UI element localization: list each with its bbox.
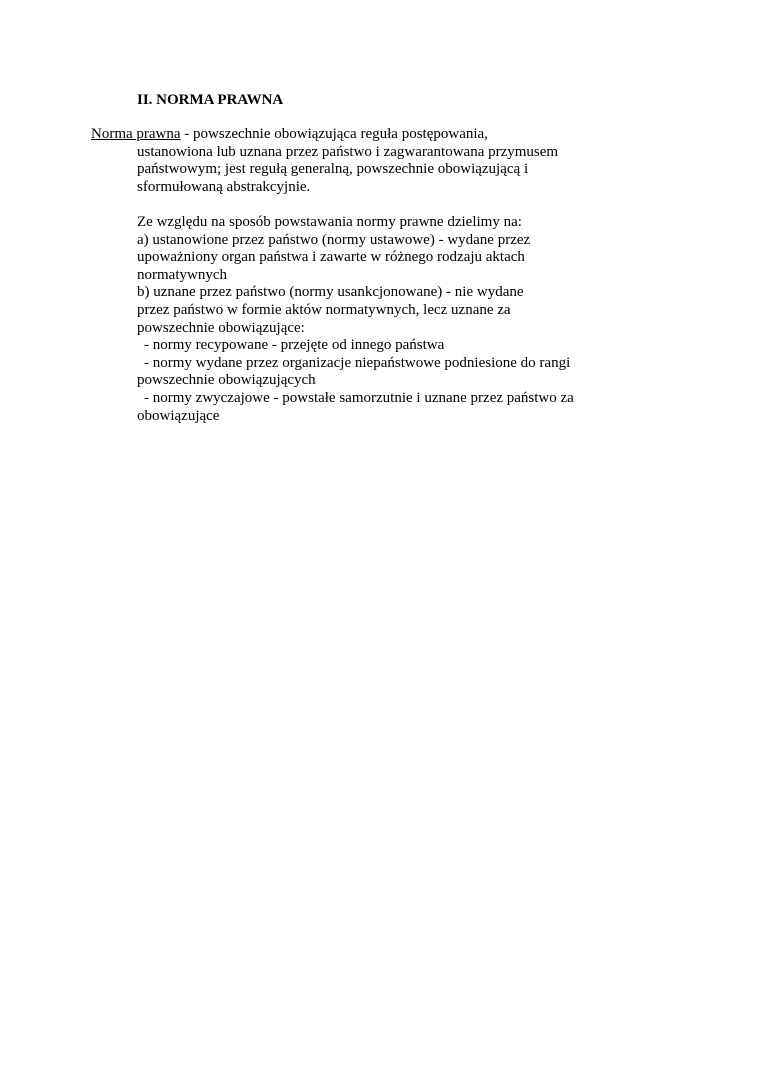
definition-line: sformułowaną abstrakcyjnie. xyxy=(137,178,311,195)
definition-first-line-text: - powszechnie obowiązująca reguła postępowania, xyxy=(180,126,488,142)
sub-item-niepanstwowe: - normy wydane przez organizacje niepaństwowe podniesione do rangi xyxy=(144,354,571,371)
classification-line: przez państwo w formie aktów normatywnych, lecz uznane za xyxy=(137,301,511,318)
classification-paragraph xyxy=(137,214,607,425)
definition-paragraph xyxy=(91,126,591,196)
classification-line: powszechnie obowiązujące: xyxy=(137,319,305,336)
sub-item-zwyczajowe: - normy zwyczajowe - powstałe samorzutnie i uznane przez państwo za xyxy=(144,389,574,406)
section-heading: II. NORMA PRAWNA xyxy=(137,92,284,108)
classification-line: a) ustanowione przez państwo (normy ustawowe) - wydane przez xyxy=(137,231,531,248)
classification-line: normatywnych xyxy=(137,266,227,283)
sub-item-zwyczajowe-cont: obowiązujące xyxy=(137,407,220,424)
defined-term: Norma prawna xyxy=(91,126,181,142)
classification-line: Ze względu na sposób powstawania normy prawne dzielimy na: xyxy=(137,214,522,230)
classification-line: b) uznane przez państwo (normy usankcjonowane) - nie wydane xyxy=(137,284,524,301)
definition-first-line xyxy=(91,126,591,144)
definition-line: ustanowiona lub uznana przez państwo i zagwarantowana przymusem xyxy=(137,143,559,160)
classification-line: upoważniony organ państwa i zawarte w różnego rodzaju aktach xyxy=(137,249,525,266)
definition-line: państwowym; jest regułą generalną, powszechnie obowiązującą i xyxy=(137,161,529,178)
sub-item-recypowane: - normy recypowane - przejęte od innego państwa xyxy=(144,337,445,354)
sub-item-niepanstwowe-cont: powszechnie obowiązujących xyxy=(137,372,316,389)
